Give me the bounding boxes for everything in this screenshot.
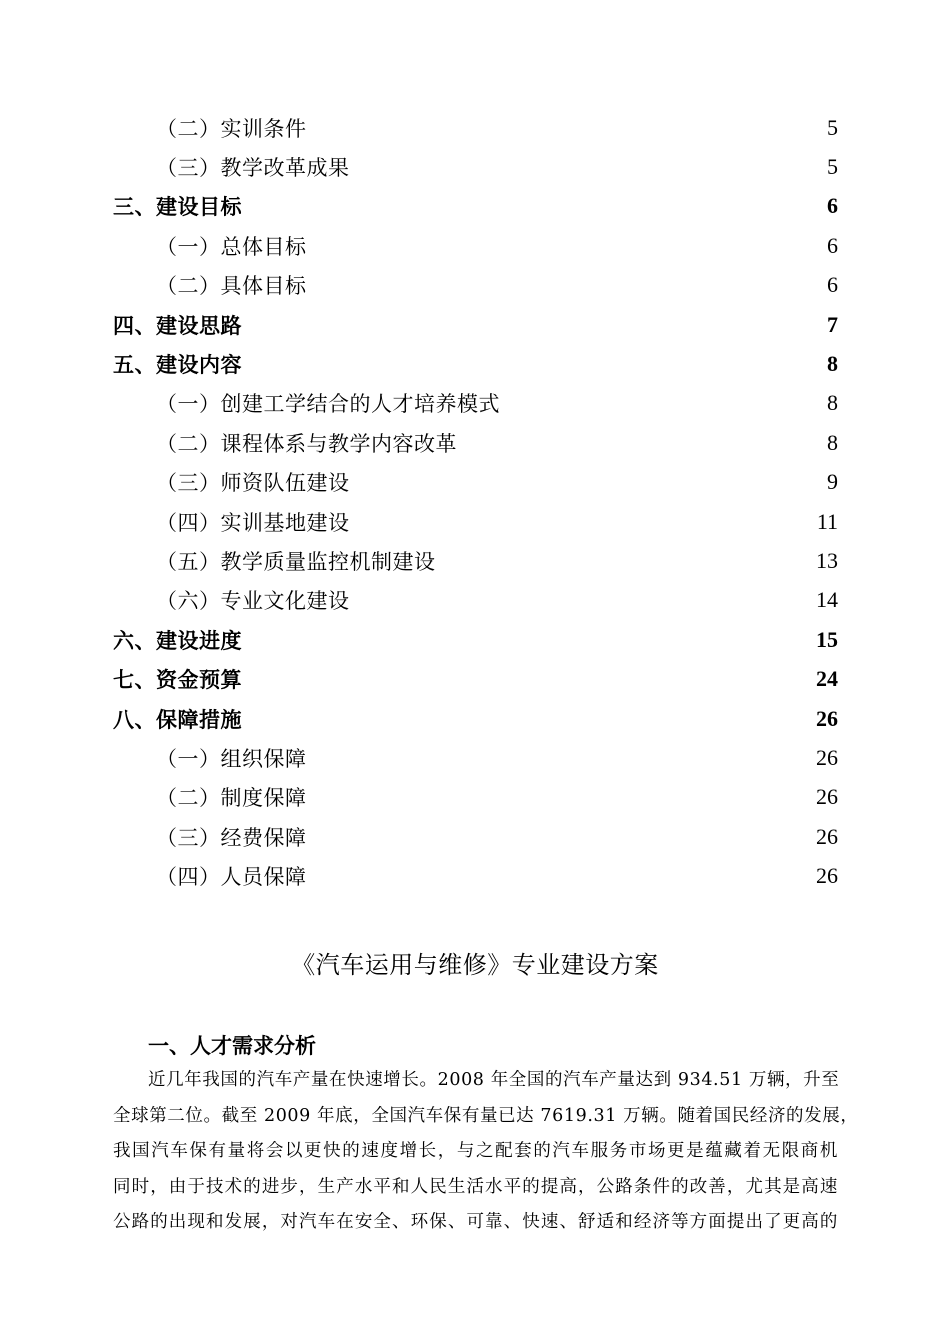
toc-entry-label: 三、建设目标 bbox=[113, 195, 242, 220]
toc-entry-page: 24 bbox=[816, 666, 838, 692]
toc-entry-label: （一）总体目标 bbox=[156, 234, 307, 259]
toc-entry[interactable] bbox=[113, 541, 838, 580]
toc-entry-label: 七、资金预算 bbox=[113, 668, 242, 693]
toc-entry-label: （一）组织保障 bbox=[156, 746, 307, 771]
toc-entry[interactable] bbox=[113, 463, 838, 502]
toc-entry[interactable] bbox=[113, 266, 838, 305]
toc-entry-page: 6 bbox=[827, 272, 838, 298]
toc-entry-page: 7 bbox=[827, 311, 838, 337]
toc-entry-page: 8 bbox=[827, 429, 838, 455]
toc-entry-label: 六、建设进度 bbox=[113, 628, 242, 653]
toc-entry[interactable] bbox=[113, 108, 838, 147]
toc-entry[interactable] bbox=[113, 778, 838, 817]
toc-entry[interactable] bbox=[113, 856, 838, 895]
toc-entry-label: （三）教学改革成果 bbox=[156, 156, 350, 181]
toc-entry-page: 13 bbox=[816, 547, 838, 573]
table-of-contents bbox=[113, 108, 838, 896]
paragraph-line: 同时，由于技术的进步，生产水平和人民生活水平的提高，公路条件的改善，尤其是高速 bbox=[113, 1176, 838, 1197]
toc-entry-label: （二）课程体系与教学内容改革 bbox=[156, 431, 457, 456]
toc-entry-label: （六）专业文化建设 bbox=[156, 589, 350, 614]
toc-entry-page: 15 bbox=[816, 626, 838, 652]
body-paragraph bbox=[113, 1063, 859, 1241]
toc-entry-label: （三）师资队伍建设 bbox=[156, 471, 350, 496]
toc-entry-label: 五、建设内容 bbox=[113, 353, 242, 378]
toc-entry-page: 8 bbox=[827, 351, 838, 377]
toc-entry-label: （二）制度保障 bbox=[156, 786, 307, 811]
paragraph-line: 我国汽车保有量将会以更快的速度增长，与之配套的汽车服务市场更是蕴藏着无限商机 bbox=[113, 1141, 838, 1161]
toc-entry-page: 14 bbox=[816, 587, 838, 613]
toc-entry-page: 26 bbox=[816, 823, 838, 849]
toc-entry-label: （一）创建工学结合的人才培养模式 bbox=[156, 392, 500, 417]
toc-entry-page: 8 bbox=[827, 390, 838, 416]
toc-entry[interactable] bbox=[113, 147, 838, 186]
toc-entry[interactable] bbox=[113, 423, 838, 462]
toc-entry-label: （四）实训基地建设 bbox=[156, 510, 350, 535]
toc-entry-page: 26 bbox=[816, 863, 838, 889]
toc-entry-label: （二）具体目标 bbox=[156, 274, 307, 299]
toc-entry-page: 6 bbox=[827, 193, 838, 219]
toc-entry-page: 5 bbox=[827, 154, 838, 180]
toc-entry[interactable] bbox=[113, 699, 838, 738]
toc-entry[interactable] bbox=[113, 738, 838, 777]
toc-entry[interactable] bbox=[113, 620, 838, 659]
toc-entry[interactable] bbox=[113, 344, 838, 383]
toc-entry[interactable] bbox=[113, 659, 838, 698]
toc-entry-page: 26 bbox=[816, 705, 838, 731]
toc-entry[interactable] bbox=[113, 384, 838, 423]
toc-entry[interactable] bbox=[113, 305, 838, 344]
toc-entry[interactable] bbox=[113, 187, 838, 226]
toc-entry[interactable] bbox=[113, 226, 838, 265]
toc-entry[interactable] bbox=[113, 502, 838, 541]
toc-entry-label: （五）教学质量监控机制建设 bbox=[156, 549, 436, 574]
toc-entry-page: 26 bbox=[816, 744, 838, 770]
toc-entry[interactable] bbox=[113, 817, 838, 856]
paragraph-line: 近几年我国的汽车产量在快速增长。2008 年全国的汽车产量达到 934.51 万辆，升至 bbox=[148, 1070, 840, 1090]
toc-entry-page: 9 bbox=[827, 469, 838, 495]
paragraph-line: 公路的出现和发展，对汽车在安全、环保、可靠、快速、舒适和经济等方面提出了更高的 bbox=[113, 1212, 838, 1232]
toc-entry-label: （二）实训条件 bbox=[156, 116, 307, 141]
toc-entry-page: 26 bbox=[816, 784, 838, 810]
document-title: 《汽车运用与维修》专业建设方案 bbox=[291, 951, 659, 979]
toc-entry-label: 四、建设思路 bbox=[113, 313, 242, 338]
toc-entry-page: 5 bbox=[827, 114, 838, 140]
toc-entry[interactable] bbox=[113, 581, 838, 620]
toc-entry-page: 11 bbox=[816, 508, 838, 534]
toc-entry-label: （四）人员保障 bbox=[156, 865, 307, 890]
toc-entry-page: 6 bbox=[827, 232, 838, 258]
toc-entry-label: 八、保障措施 bbox=[113, 707, 242, 732]
toc-entry-label: （三）经费保障 bbox=[156, 825, 307, 850]
paragraph-line: 全球第二位。截至 2009 年底，全国汽车保有量已达 7619.31 万辆。随着国民经济的发展， bbox=[113, 1105, 859, 1126]
section-heading: 一、人才需求分析 bbox=[148, 1034, 316, 1058]
